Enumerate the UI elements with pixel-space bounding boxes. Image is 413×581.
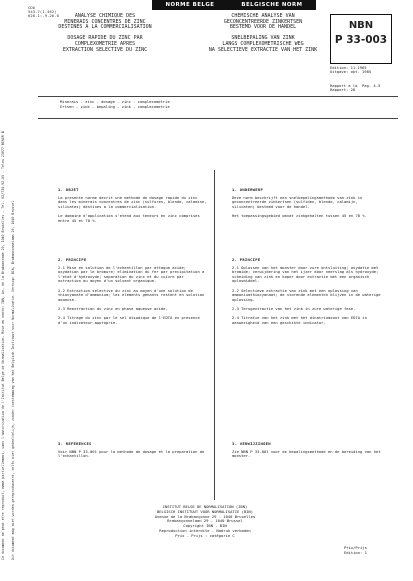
- nbn-number-box: [330, 14, 392, 64]
- section-3-fr-text: Voir NBN P 33-001 pour la methode de dosage et la preparation de l'echantillon.: [58, 448, 207, 459]
- divider-keywords: [38, 118, 398, 119]
- banner-right-label: BELGISCHE NORM: [241, 2, 303, 8]
- section-3-fr-heading: 3. REFERENCES: [58, 441, 92, 446]
- norm-banner: [152, 0, 316, 10]
- section-3-fr: [58, 442, 208, 459]
- section-1-nl: [232, 188, 382, 219]
- edition-meta: Edition: 11-1965 Uitgave: okt. 1985 Rapport a la Pag. 4-5 Rapport: 28: [330, 65, 381, 93]
- udc-code: CDU 543.7(1.462) 620.1:.9.26.0: [28, 5, 60, 19]
- section-1-fr: [58, 188, 208, 223]
- subject-keywords: Minerais - zinc - dosage - zinc - complexometrie Ertsen - zink - bepaling - zink - complexometrie: [60, 99, 170, 109]
- section-3-nl-text: Zie NBN P 33-001 voor de bepalingsmethode en de bereiding van het monster.: [232, 448, 383, 459]
- side-copyright-text-fr: Ce document ne peut etre reproduit, meme partiellement, sans l'autorisation de l'Institut Belge de Normalisation. Mise en vente: IBN, Av. de la Brabanconne 29, 1040 Bruxelles - Tel. 02/734.92.05 - Telex 23877 BENOR B: [1, 131, 5, 560]
- section-1-nl-heading: 1. ONDERWERP: [232, 187, 264, 192]
- section-1-fr-heading: 1. OBJET: [58, 187, 79, 192]
- side-copyright-text-nl: Dit document mag niet worden gereproduceerd, zelfs niet gedeeltelijk, zonder toestemming van het Belgisch Instituut voor Normalisatie. Verkoop: BIN, Brabanconnelaan 29, 1040 Brussel: [11, 200, 15, 560]
- section-2-fr-text: 2.1 Mise en solution de l'echantillon par attaque acide; oxydation par le bromure; elimination du fer par precipitation a l'etat d'hydroxyde; separation du zinc et du cuivre par extraction au moyen d'un solvant organique. 2.2 Extraction selective du zinc au moyen d'une solution de thiocyanate d'ammonium; les elements genants restent en solution aqueuse. 2.3 Reextraction du zinc en phase aqueuse acide. 2.4 Titrage du zinc par le sel disodique de l'EDTA en presence d'un indicateur approprie.: [58, 264, 205, 325]
- section-2-nl-text: 2.1 Oplossen van het monster door zure ontsluiting; oxydatie met bromide; verwijdering van het ijzer door neerslag als hydroxyde; scheiding van zink en koper door extractie met een organisch oplosmiddel. 2.2 Selectieve extractie van zink met een oplossing van ammoniumthiocyanaat; de storende elementen blijven in de waterige oplossing. 2.3 Terugextractie van het zink in zure waterige fase. 2.4 Titratie van het zink met het dinatriumzout van EDTA in aanwezigheid van een geschikte indicator.: [232, 264, 381, 325]
- title-dutch: CHEMISCHE ANALYSE VAN GECONCENTREERDE ZINKERTSEN BESTEMD VOOR DE HANDEL SNELBEPALING VAN ZINK LANGS COMPLEXOMETRISCHE WEG NA SELECTIEVE EXTRACTIE VAN HET ZINK: [208, 13, 318, 53]
- divider-top: [38, 96, 398, 97]
- title-french: ANALYSE CHIMIQUE DES MINERAIS CONCENTRES DE ZINC DESTINES A LA COMMERCIALISATION DOSAGE RAPIDE DU ZINC PAR COMPLEXOMETRIE APRES EXTRACTION SELECTIVE DU ZINC: [58, 13, 152, 53]
- section-2-nl-heading: 2. PRINCIPE: [232, 257, 261, 262]
- section-1-fr-text: La presente norme decrit une methode de dosage rapide du zinc dans les minerais concentres de zinc (sulfures, blende, calamine, silicates) destines a la commercialisation. Le domaine d'application s'etend aux teneurs en zinc comprises entre 45 et 70 %.: [58, 194, 207, 223]
- price-edition-note: Prix/Prijs Edition: 1: [344, 545, 367, 555]
- column-divider: [214, 170, 215, 500]
- publisher-footer: INSTITUT BELGE DE NORMALISATION (IBN) BELGISCH INSTITUUT VOOR NORMALISATIE (BIN) Avenue de la Brabançonne 29 - 1040 Bruxelles Brabançonnelaan 29 - 1040 Brussel Copyright IBN - BIN Reproduction interdite - Nadruk verboden Prix - Prijs : catégorie C: [154, 504, 256, 538]
- section-3-nl-heading: 3. VERWIJZINGEN: [232, 441, 271, 446]
- section-3-nl: [232, 442, 382, 459]
- section-2-fr-heading: 2. PRINCIPE: [58, 257, 87, 262]
- title-block: [40, 14, 324, 94]
- section-2-fr: [58, 258, 208, 325]
- nbn-label: NBN: [348, 20, 374, 31]
- section-1-nl-text: Deze norm beschrijft een snelbepalingsmethode van zink in geconcentreerde zinkertsen (sulfiden, blende, calamijn, silicaten) bestemd voor de handel. Het toepassingsgebied omvat zinkgehalten tussen 45 en 70 %.: [232, 194, 367, 218]
- nbn-code: P 33-003: [334, 34, 388, 46]
- banner-left-label: NORME BELGE: [165, 2, 215, 8]
- section-2-nl: [232, 258, 382, 325]
